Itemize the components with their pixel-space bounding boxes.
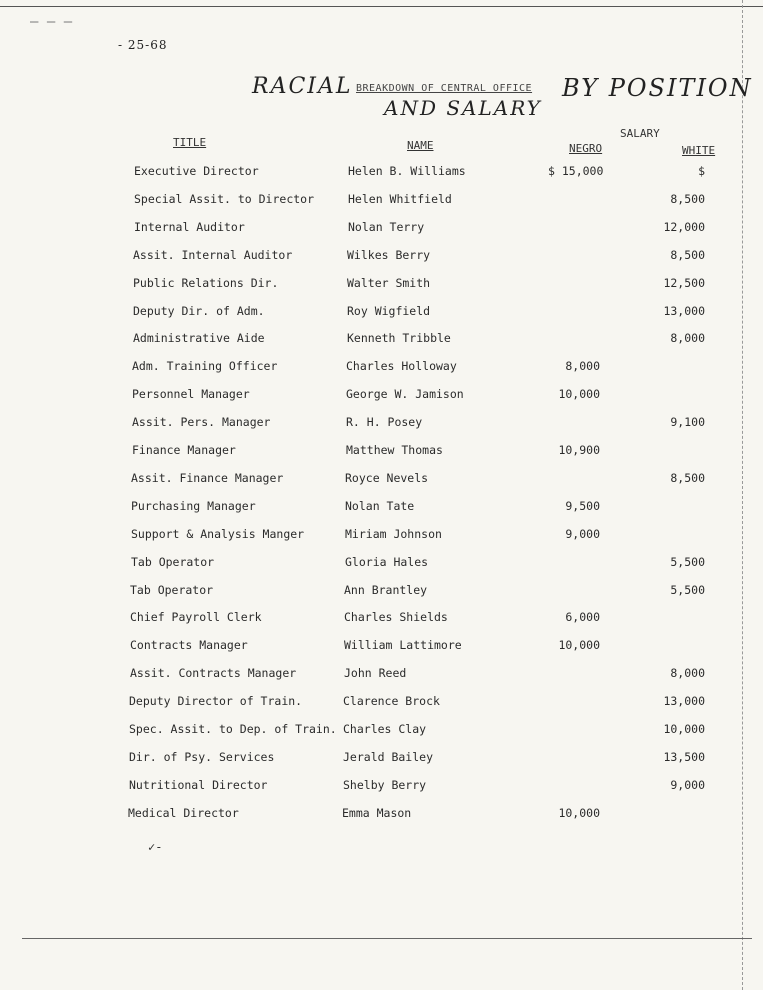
salary-white: 13,000 xyxy=(663,303,705,318)
position-title: Deputy Director of Train. xyxy=(129,694,303,709)
handwritten-racial: RACIAL xyxy=(252,74,353,99)
table-row xyxy=(0,610,763,630)
employee-name: Kenneth Tribble xyxy=(347,331,451,346)
position-title: Finance Manager xyxy=(132,443,236,457)
employee-name: R. H. Posey xyxy=(346,415,423,430)
handwritten-and-salary: AND SALARY xyxy=(384,96,542,120)
employee-name: Charles Shields xyxy=(344,610,448,625)
salary-negro: 9,500 xyxy=(565,498,600,513)
table-row xyxy=(0,583,763,603)
table-row xyxy=(0,666,763,686)
table-row xyxy=(0,387,763,407)
position-title: Tab Operator xyxy=(130,582,214,597)
table-row xyxy=(0,806,763,826)
employee-name: Shelby Berry xyxy=(343,777,427,792)
salary-white: 10,000 xyxy=(663,722,705,736)
table-row xyxy=(0,415,763,435)
table-row xyxy=(0,164,763,184)
table-row xyxy=(0,331,763,351)
position-title: Assit. Pers. Manager xyxy=(132,415,271,430)
employee-name: Matthew Thomas xyxy=(346,443,443,457)
pen-mark: ✓- xyxy=(148,840,163,854)
employee-name: Gloria Hales xyxy=(345,554,429,569)
position-title: Assit. Contracts Manager xyxy=(130,666,297,681)
employee-name: Charles Clay xyxy=(343,722,427,736)
salary-negro: 8,000 xyxy=(565,359,600,374)
salary-negro: 10,000 xyxy=(558,638,600,653)
salary-white: 8,500 xyxy=(670,191,705,206)
table-row xyxy=(0,555,763,575)
employee-name: Emma Mason xyxy=(342,805,412,820)
handwritten-date: - 25-68 xyxy=(118,38,168,52)
table-row xyxy=(0,499,763,519)
position-title: Nutritional Director xyxy=(129,777,268,792)
table-row xyxy=(0,638,763,658)
table-row xyxy=(0,694,763,714)
right-margin-line xyxy=(742,0,744,990)
salary-white: 12,000 xyxy=(663,219,705,234)
employee-name: Helen B. Williams xyxy=(348,164,466,178)
table-row xyxy=(0,359,763,379)
employee-name: William Lattimore xyxy=(344,638,462,653)
position-title: Personnel Manager xyxy=(132,387,250,402)
position-title: Special Assit. to Director xyxy=(134,191,315,206)
employee-name: Nolan Terry xyxy=(348,219,425,234)
column-header-white: WHITE xyxy=(682,144,716,157)
employee-name: Roy Wigfield xyxy=(347,303,431,318)
employee-name: Charles Holloway xyxy=(346,359,457,374)
table-row xyxy=(0,471,763,491)
typed-title: BREAKDOWN OF CENTRAL OFFICE xyxy=(356,83,533,94)
table-row xyxy=(0,248,763,268)
position-title: Internal Auditor xyxy=(134,219,245,234)
salary-white: 8,500 xyxy=(670,247,705,262)
position-title: Administrative Aide xyxy=(133,331,265,346)
salary-negro: 10,000 xyxy=(558,387,600,402)
table-row xyxy=(0,722,763,742)
position-title: Medical Director xyxy=(128,805,239,820)
salary-white: 8,500 xyxy=(670,470,705,485)
table-row xyxy=(0,304,763,324)
salary-negro: 10,900 xyxy=(558,443,600,457)
column-header-salary: SALARY xyxy=(620,127,660,140)
page-edge-top xyxy=(0,0,763,7)
position-title: Executive Director xyxy=(134,164,259,178)
salary-negro: 6,000 xyxy=(565,610,600,625)
scan-mark: — — — xyxy=(30,14,73,30)
position-title: Purchasing Manager xyxy=(131,498,256,513)
table-row xyxy=(0,527,763,547)
position-title: Assit. Finance Manager xyxy=(131,470,284,485)
salary-white: 9,100 xyxy=(670,415,705,430)
employee-name: Clarence Brock xyxy=(343,694,440,709)
salary-white: 13,500 xyxy=(663,749,705,764)
employee-name: Jerald Bailey xyxy=(343,749,434,764)
position-title: Spec. Assit. to Dep. of Train. xyxy=(129,722,337,736)
column-header-title: TITLE xyxy=(173,136,207,149)
employee-name: Nolan Tate xyxy=(345,498,415,513)
salary-negro: $ 15,000 xyxy=(548,164,604,178)
position-title: Chief Payroll Clerk xyxy=(130,610,262,625)
table-row xyxy=(0,750,763,770)
table-row xyxy=(0,192,763,212)
column-header-negro: NEGRO xyxy=(569,142,603,155)
column-header-name: NAME xyxy=(407,139,434,152)
employee-name: Helen Whitfield xyxy=(348,191,452,206)
employee-name: Miriam Johnson xyxy=(345,526,442,541)
employee-name: Walter Smith xyxy=(347,275,431,290)
position-title: Support & Analysis Manger xyxy=(131,526,305,541)
position-title: Deputy Dir. of Adm. xyxy=(133,303,265,318)
salary-white: 8,000 xyxy=(670,331,705,346)
handwritten-by-position: BY POSITION xyxy=(562,74,753,102)
salary-white: 13,000 xyxy=(663,694,705,709)
position-title: Dir. of Psy. Services xyxy=(129,749,275,764)
employee-name: John Reed xyxy=(344,666,407,681)
employee-name: George W. Jamison xyxy=(346,387,464,402)
salary-white: 8,000 xyxy=(670,666,705,681)
position-title: Tab Operator xyxy=(131,554,215,569)
employee-name: Ann Brantley xyxy=(344,582,428,597)
salary-negro: 9,000 xyxy=(565,526,600,541)
employee-name: Wilkes Berry xyxy=(347,247,431,262)
salary-white: $ xyxy=(698,164,705,178)
position-title: Adm. Training Officer xyxy=(132,359,278,374)
salary-white: 5,500 xyxy=(670,582,705,597)
table-row xyxy=(0,778,763,798)
page-edge-bottom xyxy=(22,938,752,939)
employee-name: Royce Nevels xyxy=(345,470,429,485)
salary-white: 5,500 xyxy=(670,554,705,569)
salary-white: 9,000 xyxy=(670,777,705,792)
salary-white: 12,500 xyxy=(663,275,705,290)
table-row xyxy=(0,443,763,463)
table-row xyxy=(0,220,763,240)
salary-negro: 10,000 xyxy=(558,805,600,820)
position-title: Contracts Manager xyxy=(130,638,248,653)
table-row xyxy=(0,276,763,296)
position-title: Assit. Internal Auditor xyxy=(133,247,293,262)
position-title: Public Relations Dir. xyxy=(133,275,279,290)
